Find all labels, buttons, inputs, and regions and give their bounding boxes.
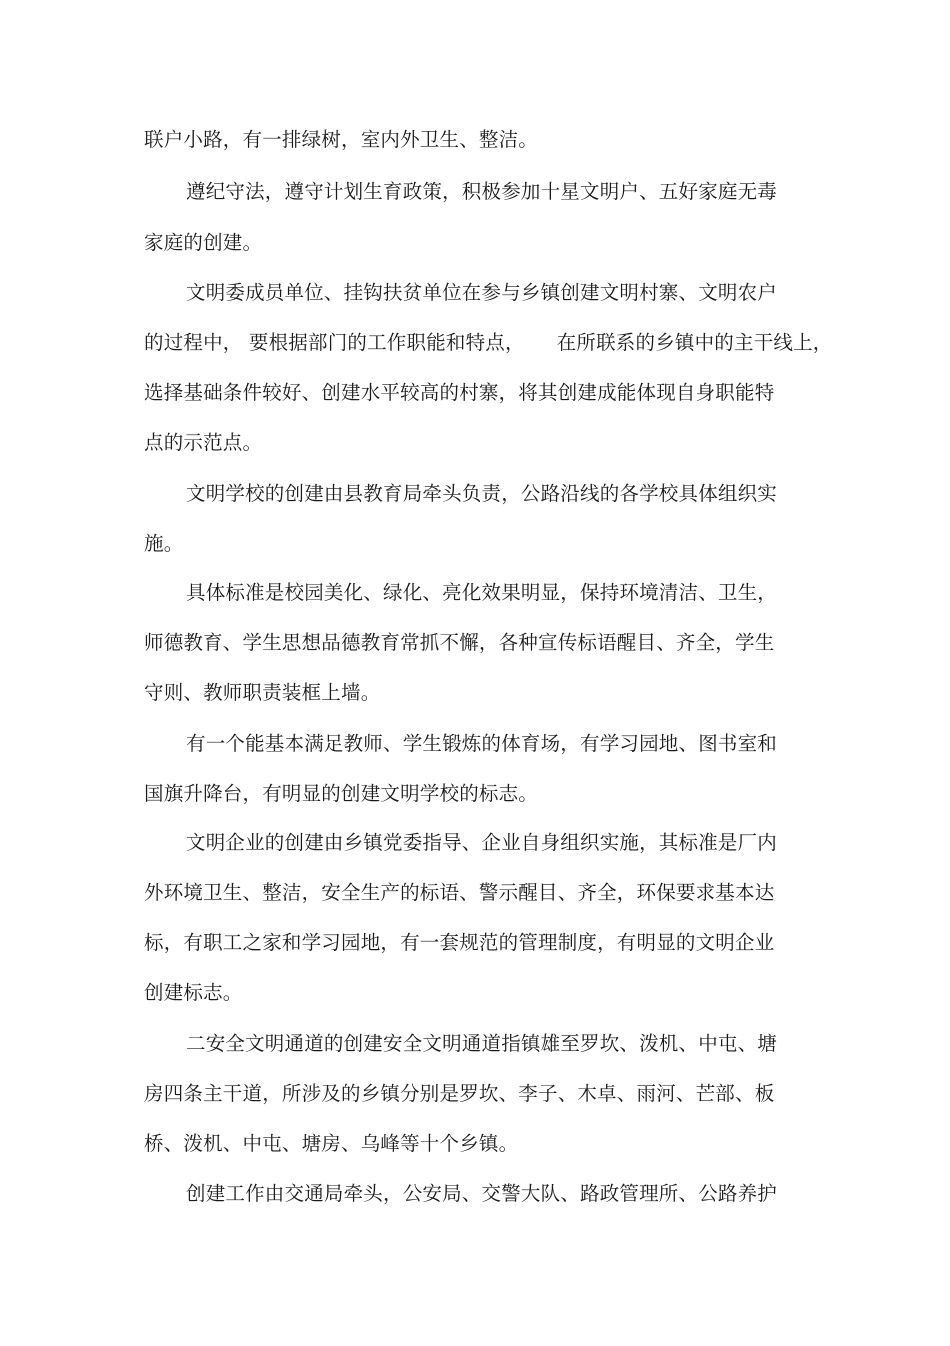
text-line: 守则、教师职责装框上墙。 <box>144 681 381 704</box>
text-line: 外环境卫生、整洁，安全生产的标语、警示醒目、齐全，环保要求基本达 <box>144 881 775 904</box>
paragraph-first-line: 二安全文明通道的创建安全文明通道指镇雄至罗坎、泼机、中屯、塘 <box>186 1032 778 1055</box>
text-line: 创建标志。 <box>144 981 243 1004</box>
paragraph-first-line: 创建工作由交通局牵头，公安局、交警大队、路政管理所、公路养护 <box>186 1182 778 1205</box>
paragraph-first-line: 具体标准是校园美化、绿化、亮化效果明显，保持环境清洁、卫生， <box>186 581 778 604</box>
paragraph-first-line: 文明企业的创建由乡镇党委指导、企业自身组织实施，其标准是厂内 <box>186 831 778 854</box>
text-line: 房四条主干道，所涉及的乡镇分别是罗坎、李子、木卓、雨河、芒部、板 <box>144 1082 775 1105</box>
text-line: 家庭的创建。 <box>144 231 263 254</box>
paragraph-first-line: 遵纪守法，遵守计划生育政策，积极参加十星文明户、五好家庭无毒 <box>186 180 778 203</box>
text-line: 施。 <box>144 532 184 555</box>
text-line: 师德教育、学生思想品德教育常抓不懈，各种宣传标语醒目、齐全，学生 <box>144 631 775 654</box>
paragraph-first-line: 文明委成员单位、挂钩扶贫单位在参与乡镇创建文明村寨、文明农户 <box>186 281 778 304</box>
text-line: 标，有职工之家和学习园地，有一套规范的管理制度，有明显的文明企业 <box>144 931 775 954</box>
text-line: 点的示范点。 <box>144 431 263 454</box>
text-line: 选择基础条件较好、创建水平较高的村寨，将其创建成能体现自身职能特 <box>144 381 775 404</box>
paragraph-first-line: 有一个能基本满足教师、学生锻炼的体育场，有学习园地、图书室和 <box>186 732 778 755</box>
text-line: 桥、泼机、中屯、塘房、乌峰等十个乡镇。 <box>144 1132 519 1155</box>
text-line: 的过程中， 要根据部门的工作职能和特点， 在所联系的乡镇中的主干线上， <box>144 331 833 354</box>
text-line: 联户小路，有一排绿树，室内外卫生、整洁。 <box>144 128 539 151</box>
paragraph-first-line: 文明学校的创建由县教育局牵头负责，公路沿线的各学校具体组织实 <box>186 482 778 505</box>
text-line: 国旗升降台，有明显的创建文明学校的标志。 <box>144 782 539 805</box>
